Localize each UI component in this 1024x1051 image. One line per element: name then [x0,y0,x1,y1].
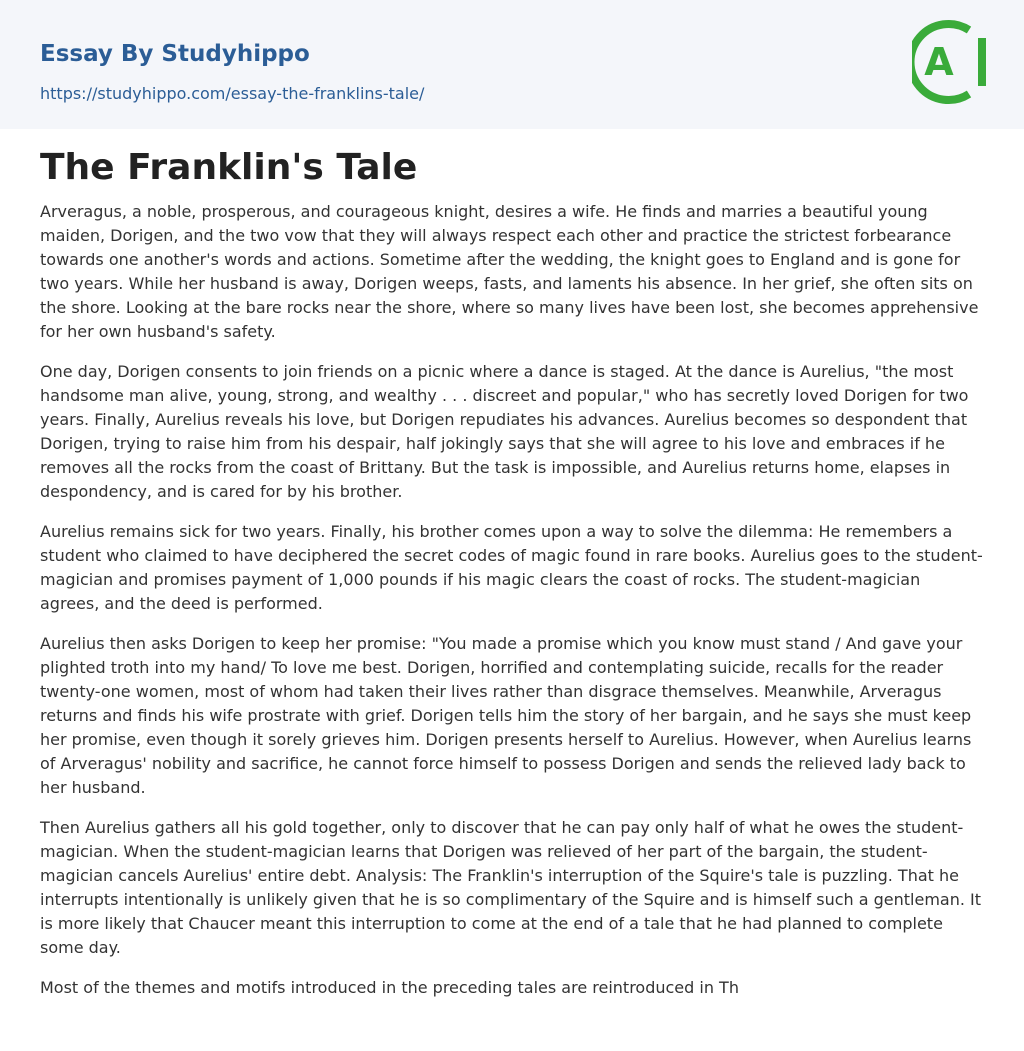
essay-url-link[interactable]: https://studyhippo.com/essay-the-franklins-tale/ [40,84,425,103]
logo-letter: A [924,40,954,84]
site-header [0,0,1024,129]
site-brand[interactable]: Essay By Studyhippo [40,41,310,67]
essay-title: The Franklin's Tale [40,147,418,188]
essay-paragraph: Aurelius remains sick for two years. Finally, his brother comes upon a way to solve the dilemma: He remembers a student who claimed to have deciphered the secret codes of magic found in rare books. Aurelius goes to the student-magician and promises payment of 1,000 pounds if his magic clears the coast of rocks. The student-magician agrees, and the deed is performed. [40,522,983,613]
essay-paragraph: Aurelius then asks Dorigen to keep her promise: "You made a promise which you know must stand / And gave your plighted troth into my hand/ To love me best. Dorigen, horrified and contemplating suicide, recalls for the reader twenty-one women, most of whom had taken their lives rather than disgrace themselves. Meanwhile, Arveragus returns and finds his wife prostrate with grief. Dorigen tells him the story of her bargain, and he says she must keep her promise, even though it sorely grieves him. Dorigen presents herself to Aurelius. However, when Aurelius learns of Arveragus' nobility and sacrifice, he cannot force himself to possess Dorigen and sends the relieved lady back to her husband. [40,634,972,797]
studyhippo-logo-icon[interactable] [912,18,986,106]
essay-paragraph: One day, Dorigen consents to join friends on a picnic where a dance is staged. At the dance is Aurelius, "the most handsome man alive, young, strong, and wealthy . . . discreet and popular," who has secretly loved Dorigen for two years. Finally, Aurelius reveals his love, but Dorigen repudiates his advances. Aurelius becomes so despondent that Dorigen, trying to raise him from his despair, half jokingly says that she will agree to his love and embraces if he removes all the rocks from the coast of Brittany. But the task is impossible, and Aurelius returns home, elapses in despondency, and is cared for by his brother. [40,362,969,501]
essay-paragraph-truncated: Most of the themes and motifs introduced in the preceding tales are reintroduced in Th [40,978,739,997]
essay-content [0,129,1024,1000]
essay-paragraph: Arveragus, a noble, prosperous, and courageous knight, desires a wife. He finds and marries a beautiful young maiden, Dorigen, and the two vow that they will always respect each other and practice the strictest forbearance towards one another's words and actions. Sometime after the wedding, the knight goes to England and is gone for two years. While her husband is away, Dorigen weeps, fasts, and laments his absence. In her grief, she often sits on the shore. Looking at the bare rocks near the shore, where so many lives have been lost, she becomes apprehensive for her own husband's safety. [40,202,979,341]
essay-paragraph: Then Aurelius gathers all his gold together, only to discover that he can pay only half of what he owes the student-magician. When the student-magician learns that Dorigen was relieved of her part of the bargain, the student-magician cancels Aurelius' entire debt. Analysis: The Franklin's interruption of the Squire's tale is puzzling. That he interrupts intentionally is unlikely given that he is so complimentary of the Squire and is himself such a gentleman. It is more likely that Chaucer meant this interruption to come at the end of a tale that he had planned to complete some day. [40,818,982,957]
